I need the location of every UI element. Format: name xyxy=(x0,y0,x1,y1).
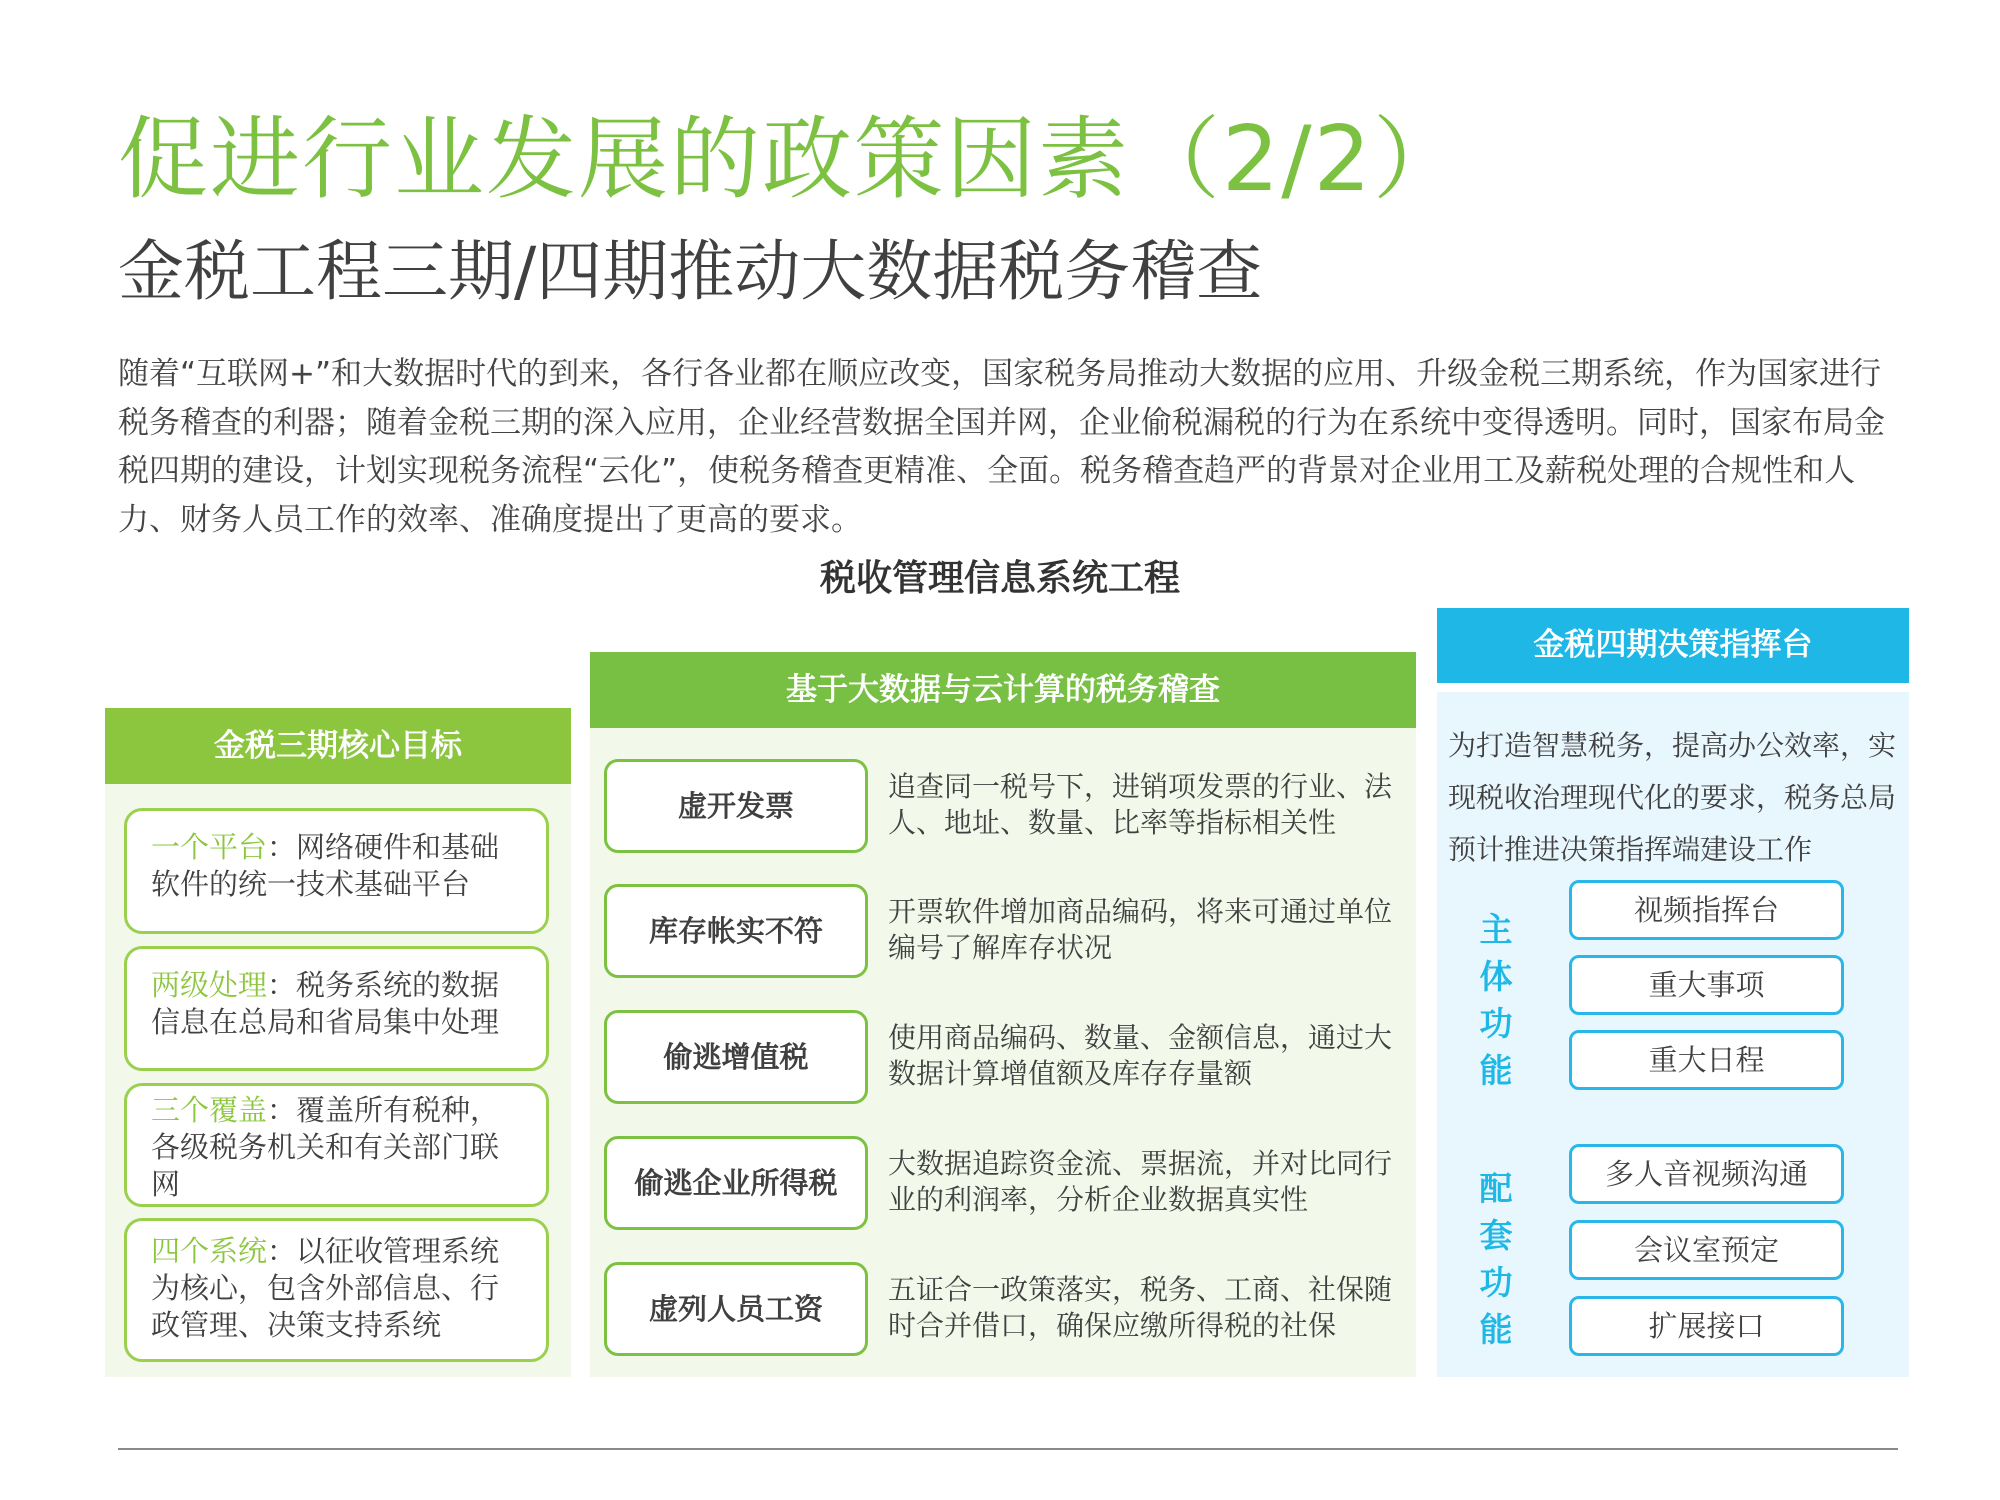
func-video-command: 视频指挥台 xyxy=(1569,880,1844,940)
goal-key: 一个平台 xyxy=(151,830,268,864)
goal-key: 三个覆盖 xyxy=(151,1093,268,1127)
support-function-label: 配套功能 xyxy=(1479,1169,1513,1349)
goal-card-coverage xyxy=(124,1083,549,1207)
audit-item-desc: 五证合一政策落实，税务、工商、社保随时合并借口，确保应缴所得税的社保 xyxy=(888,1273,1393,1342)
func-major-items: 重大事项 xyxy=(1569,955,1844,1015)
goal-sep: ： xyxy=(267,1093,297,1127)
footer-divider xyxy=(118,1448,1898,1450)
goal-key: 四个系统 xyxy=(151,1234,268,1268)
goal-card-processing xyxy=(124,946,549,1071)
audit-item-fake-invoice: 虚开发票 xyxy=(604,759,868,853)
func-major-schedule: 重大日程 xyxy=(1569,1030,1844,1090)
audit-item-desc: 使用商品编码、数量、金额信息，通过大数据计算增值额及库存存量额 xyxy=(888,1021,1393,1090)
func-extension-interface: 扩展接口 xyxy=(1569,1296,1844,1356)
audit-item-desc: 追查同一税号下，进销项发票的行业、法人、地址、数量、比率等指标相关性 xyxy=(888,770,1393,839)
page-title: 促进行业发展的政策因素（2/2） xyxy=(118,107,1465,212)
audit-item-inventory: 库存帐实不符 xyxy=(604,884,868,978)
goal-text: 税务系统的数据信息在总局和省局集中处理 xyxy=(151,968,500,1039)
main-function-label: 主体功能 xyxy=(1479,910,1513,1090)
audit-item-vat-evasion: 偷逃增值税 xyxy=(604,1010,868,1104)
goal-text: 以征收管理系统为核心，包含外部信息、行政管理、决策支持系统 xyxy=(151,1234,500,1342)
audit-item-fake-salary: 虚列人员工资 xyxy=(604,1262,868,1356)
goal-key: 两级处理 xyxy=(151,968,268,1002)
audit-item-desc: 开票软件增加商品编码，将来可通过单位编号了解库存状况 xyxy=(888,895,1393,964)
audit-item-income-tax-evasion: 偷逃企业所得税 xyxy=(604,1136,868,1230)
goal-card-platform xyxy=(124,808,549,934)
goal-text: 网络硬件和基础软件的统一技术基础平台 xyxy=(151,830,500,901)
middle-panel-header: 基于大数据与云计算的税务稽查 xyxy=(590,652,1416,728)
goal-card-systems xyxy=(124,1218,549,1362)
left-panel-header: 金税三期核心目标 xyxy=(105,708,571,784)
goal-sep: ： xyxy=(267,1234,297,1268)
audit-item-desc: 大数据追踪资金流、票据流，并对比同行业的利润率，分析企业数据真实性 xyxy=(888,1147,1393,1216)
diagram-title: 税收管理信息系统工程 xyxy=(819,558,1180,599)
goal-sep: ： xyxy=(267,968,297,1002)
page-subtitle: 金税工程三期/四期推动大数据税务稽查 xyxy=(118,233,1263,310)
right-panel-header: 金税四期决策指挥台 xyxy=(1437,608,1909,683)
goal-sep: ： xyxy=(267,830,297,864)
func-meeting-room-booking: 会议室预定 xyxy=(1569,1220,1844,1280)
right-panel-intro: 为打造智慧税务，提高办公效率，实现税收治理现代化的要求，税务总局预计推进决策指挥端建设工作 xyxy=(1448,729,1897,866)
intro-paragraph: 随着“互联网+”和大数据时代的到来，各行各业都在顺应改变，国家税务局推动大数据的应用、升级金税三期系统，作为国家进行税务稽查的利器；随着金税三期的深入应用，企业经营数据全国并网，企业偷税漏税的行为在系统中变得透明。同时，国家布局金税四期的建设，计划实现税务流程“云化”，使税务稽查更精准、全面。税务稽查趋严的背景对企业用工及薪税处理的合规性和人力、财务人员工作的效率、准确度提出了更高的要求。 xyxy=(118,356,1885,538)
goal-text: 覆盖所有税种，各级税务机关和有关部门联网 xyxy=(151,1093,500,1201)
func-multi-av-comm: 多人音视频沟通 xyxy=(1569,1144,1844,1204)
